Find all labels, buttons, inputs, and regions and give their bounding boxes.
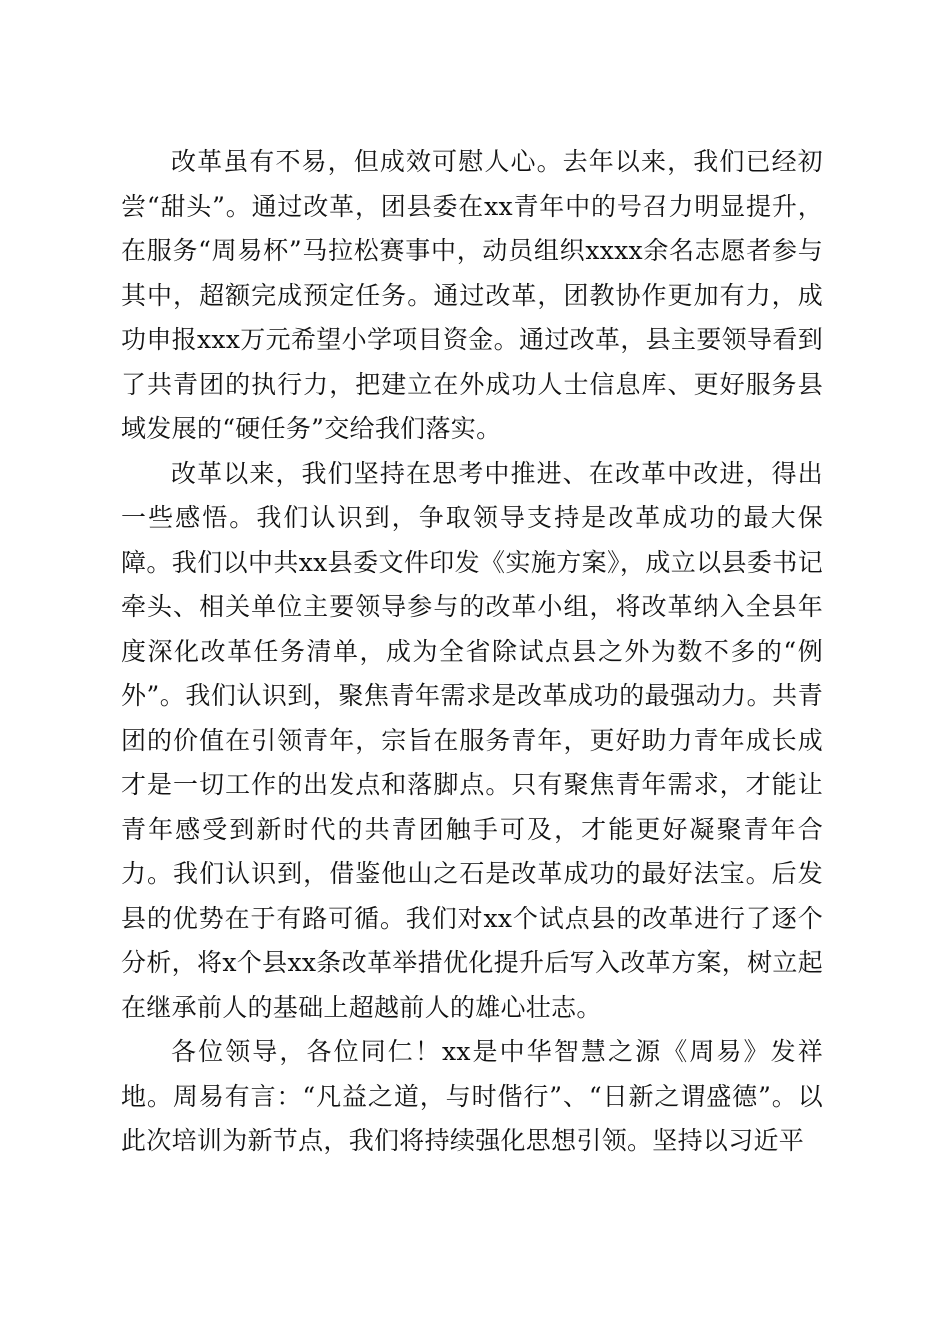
paragraph-reform-insights: 改革以来，我们坚持在思考中推进、在改革中改进，得出一些感悟。我们认识到，争取领导支持是改革成功的最大保障。我们以中共xx县委文件印发《实施方案》，成立以县委书记牵头、相关单位主要领导参与的改革小组，将改革纳入全县年度深化改革任务清单，成为全省除试点县之外为数不多的“例外”。我们认识到，聚焦青年需求是改革成功的最强动力。共青团的价值在引领青年，宗旨在服务青年，更好助力青年成长成才是一切工作的出发点和落脚点。只有聚焦青年需求，才能让青年感受到新时代的共青团触手可及，才能更好凝聚青年合力。我们认识到，借鉴他山之石是改革成功的最好法宝。后发县的优势在于有路可循。我们对xx个试点县的改革进行了逐个分析，将x个县xx条改革举措优化提升后写入改革方案，树立起在继承前人的基础上超越前人的雄心壮志。 [121, 458, 823, 1022]
paragraph-closing-remarks: 各位领导，各位同仁！xx是中华智慧之源《周易》发祥地。周易有言：“凡益之道，与时偕行”、“日新之谓盛德”。以此次培训为新节点，我们将持续强化思想引领。坚持以习近平 [121, 1037, 823, 1155]
document-body [121, 140, 823, 1164]
paragraph-reform-results: 改革虽有不易，但成效可慰人心。去年以来，我们已经初尝“甜头”。通过改革，团县委在xx青年中的号召力明显提升，在服务“周易杯”马拉松赛事中，动员组织xxxx余名志愿者参与其中，超额完成预定任务。通过改革，团教协作更加有力，成功申报xxx万元希望小学项目资金。通过改革，县主要领导看到了共青团的执行力，把建立在外成功人士信息库、更好服务县域发展的“硬任务”交给我们落实。 [121, 147, 823, 443]
